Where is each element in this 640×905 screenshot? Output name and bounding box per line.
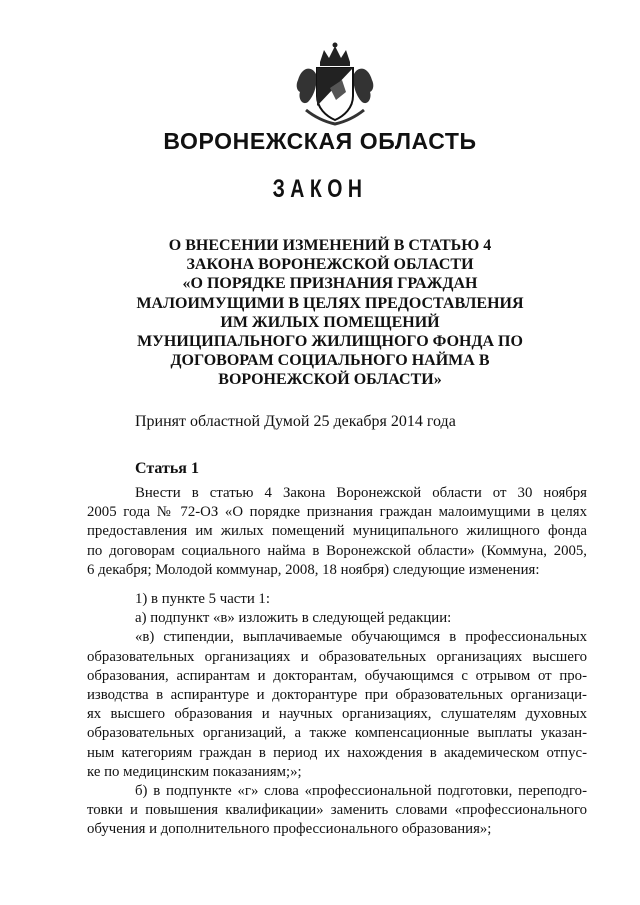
- item-1: 1) в пункте 5 части 1:: [135, 591, 270, 608]
- item-1a-text-line: ным категориям граждан в период их нахождения в академическом отпус-: [87, 744, 587, 761]
- item-1a-text-line: образовательных организациях и образовательных организациях высшего: [87, 648, 587, 665]
- law-title-line: ИМ ЖИЛЫХ ПОМЕЩЕНИЙ: [220, 313, 440, 331]
- law-title-line: О ВНЕСЕНИИ ИЗМЕНЕНИЙ В СТАТЬЮ 4: [168, 237, 492, 254]
- law-title-line: МАЛОИМУЩИМИ В ЦЕЛЯХ ПРЕДОСТАВЛЕНИЯ: [136, 294, 524, 312]
- item-1b-line: товки и повышения квалификации» заменить словами «профессионального: [87, 802, 587, 819]
- item-1a: а) подпункт «в» изложить в следующей редакции:: [135, 610, 452, 627]
- item-1a-text-line: «в) стипендии, выплачиваемые обучающимся в профессиональных: [135, 629, 587, 646]
- intro-line: Внести в статью 4 Закона Воронежской области от 30 ноября: [135, 485, 587, 501]
- intro-line: предоставления им жилых помещений муниципального жилищного фонда: [87, 523, 587, 540]
- intro-line: по договорам социального найма в Воронежской области» (Коммуна, 2005,: [87, 542, 587, 559]
- law-title-line: «О ПОРЯДКЕ ПРИЗНАНИЯ ГРАЖДАН: [182, 275, 478, 293]
- item-1a-text-line: образовательных организаций, а также компенсационные выплаты указан-: [87, 725, 587, 742]
- document-type-heading: ЗАКОН: [272, 175, 368, 203]
- intro-line: 6 декабря; Молодой коммунар, 2008, 18 ноября) следующие изменения:: [87, 561, 540, 578]
- law-title-line: ВОРОНЕЖСКОЙ ОБЛАСТИ»: [218, 371, 442, 389]
- intro-line: 2005 года № 72-ОЗ «О порядке признания граждан малоимущими в целях: [87, 504, 587, 521]
- item-1a-text-line: ке по медицинским показаниям;»;: [87, 763, 302, 780]
- article-heading: Статья 1: [135, 460, 199, 477]
- law-title-line: ДОГОВОРАМ СОЦИАЛЬНОГО НАЙМА В: [170, 352, 490, 370]
- item-1b-line: обучения и дополнительного профессионального образования»;: [87, 821, 492, 838]
- region-heading: ВОРОНЕЖСКАЯ ОБЛАСТЬ: [163, 128, 477, 154]
- law-title-line: МУНИЦИПАЛЬНОГО ЖИЛИЩНОГО ФОНДА ПО: [137, 333, 523, 351]
- item-1a-text-line: ях высшего образования и научных организациях, слушателям духовных: [87, 706, 587, 723]
- adoption-note: Принят областной Думой 25 декабря 2014 года: [135, 413, 456, 430]
- article-body: [87, 484, 587, 840]
- item-1a-text-line: образования, аспирантам и докторантам, обучающимся с отрывом от про-: [87, 667, 587, 684]
- item-1a-text-line: изводства в аспирантуре и докторантуре при образовательных организаци-: [87, 687, 587, 704]
- law-title-line: ЗАКОНА ВОРОНЕЖСКОЙ ОБЛАСТИ: [186, 256, 474, 274]
- item-1b-line: б) в подпункте «г» слова «профессиональной подготовки, переподго-: [135, 783, 587, 800]
- law-title: [110, 236, 550, 390]
- coat-of-arms-icon: [292, 40, 378, 126]
